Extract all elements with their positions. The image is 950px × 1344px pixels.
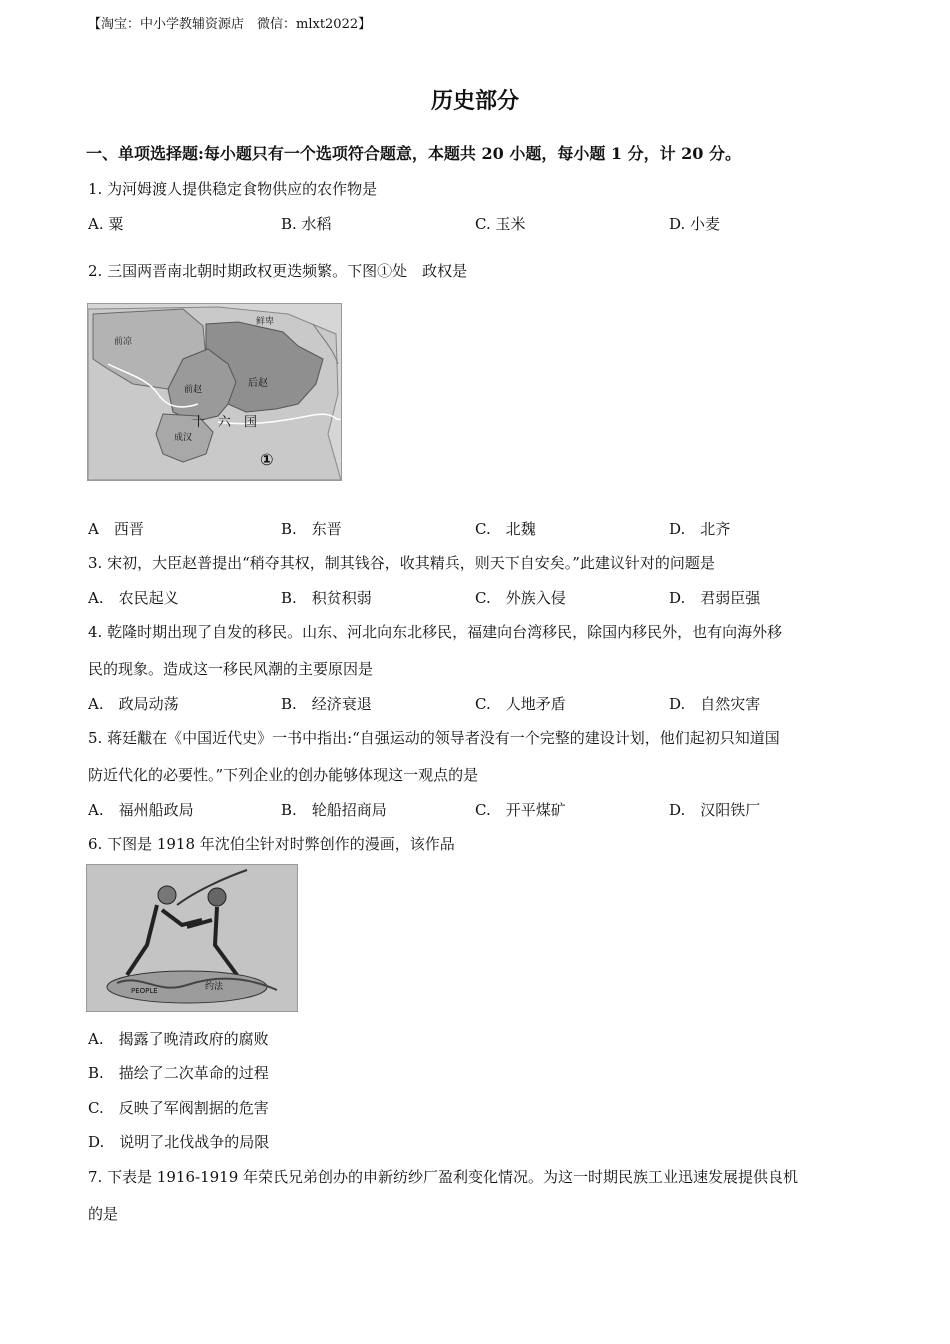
q1-option-d: D. 小麦: [669, 215, 721, 233]
q6-option-a: A. 揭露了晚清政府的腐败: [88, 1030, 269, 1048]
cartoon-label-people: PEOPLE: [131, 987, 158, 995]
q3-option-a: A. 农民起义: [88, 589, 179, 607]
q2-map-figure: [87, 303, 342, 481]
q5-option-d: D. 汉阳铁厂: [669, 801, 761, 819]
q2-option-b: B. 东晋: [281, 520, 342, 538]
q1-option-b: B. 水稻: [281, 215, 332, 233]
q3-option-b: B. 积贫积弱: [281, 589, 372, 607]
q2-option-d: D. 北齐: [669, 520, 731, 538]
map-label-qianzhao: 前赵: [184, 385, 203, 395]
map-label-xianbei: 鲜卑: [256, 317, 275, 327]
q1-option-c: C. 玉米: [475, 215, 526, 233]
q3-option-d: D. 君弱臣强: [669, 589, 761, 607]
q6-stem: 6. 下图是 1918 年沈伯尘针对时弊创作的漫画，该作品: [88, 835, 455, 853]
q1-stem: 1. 为河姆渡人提供稳定食物供应的农作物是: [88, 180, 378, 198]
q1-option-a: A. 粟: [88, 215, 124, 233]
q2-stem: 2. 三国两晋南北朝时期政权更迭频繁。下图①处 政权是: [88, 262, 468, 280]
q4-stem-line1: 4. 乾隆时期出现了自发的移民。山东、河北向东北移民，福建向台湾移民，除国内移民外，也有向海外移: [88, 623, 783, 641]
q6-option-d: D. 说明了北伐战争的局限: [88, 1133, 270, 1151]
q6-cartoon-figure: [86, 864, 298, 1012]
map-label-sixteen-kingdoms: 十 六 国: [192, 415, 258, 430]
q4-option-c: C. 人地矛盾: [475, 695, 566, 713]
warlord-cartoon: [87, 865, 297, 1011]
map-label-houzhao: 后赵: [248, 378, 268, 389]
q4-stem-line2: 民的现象。造成这一移民风潮的主要原因是: [88, 660, 374, 678]
q5-option-b: B. 轮船招商局: [281, 801, 387, 819]
q4-option-b: B. 经济衰退: [281, 695, 372, 713]
q6-option-c: C. 反映了军阀割据的危害: [88, 1099, 269, 1117]
q5-stem-line1: 5. 蒋廷黻在《中国近代史》一书中指出:“自强运动的领导者没有一个完整的建设计划，他们起初只知道国: [88, 729, 780, 747]
q6-option-b: B. 描绘了二次革命的过程: [88, 1064, 269, 1082]
map-label-chenghan: 成汉: [174, 433, 193, 443]
q3-stem: 3. 宋初，大臣赵普提出“稍夺其权，制其钱谷，收其精兵，则天下自安矣。”此建议针对的问题是: [88, 554, 715, 572]
map-label-marker-1: ①: [260, 450, 274, 469]
sixteen-kingdoms-map: [88, 304, 341, 480]
cartoon-label-yuefa: 约法: [205, 982, 224, 992]
page-header: 【淘宝：中小学教辅资源店 微信：mlxt2022】: [88, 17, 372, 32]
q5-option-a: A. 福州船政局: [88, 801, 194, 819]
map-label-qianliang: 前凉: [114, 337, 133, 347]
section-heading: 一、单项选择题:每小题只有一个选项符合题意，本题共 20 小题，每小题 1 分，计 20 分。: [86, 144, 741, 163]
q5-stem-line2: 防近代化的必要性。”下列企业的创办能够体现这一观点的是: [88, 766, 479, 784]
q4-option-d: D. 自然灾害: [669, 695, 761, 713]
q4-option-a: A. 政局动荡: [88, 695, 179, 713]
q7-stem-line2: 的是: [88, 1205, 119, 1223]
q5-option-c: C. 开平煤矿: [475, 801, 566, 819]
page-title: 历史部分: [430, 88, 519, 114]
q2-option-c: C. 北魏: [475, 520, 536, 538]
q3-option-c: C. 外族入侵: [475, 589, 566, 607]
q2-option-a: A 西晋: [88, 520, 144, 538]
q7-stem-line1: 7. 下表是 1916-1919 年荣氏兄弟创办的申新纺纱厂盈利变化情况。为这一时期民族工业迅速发展提供良机: [88, 1168, 799, 1186]
